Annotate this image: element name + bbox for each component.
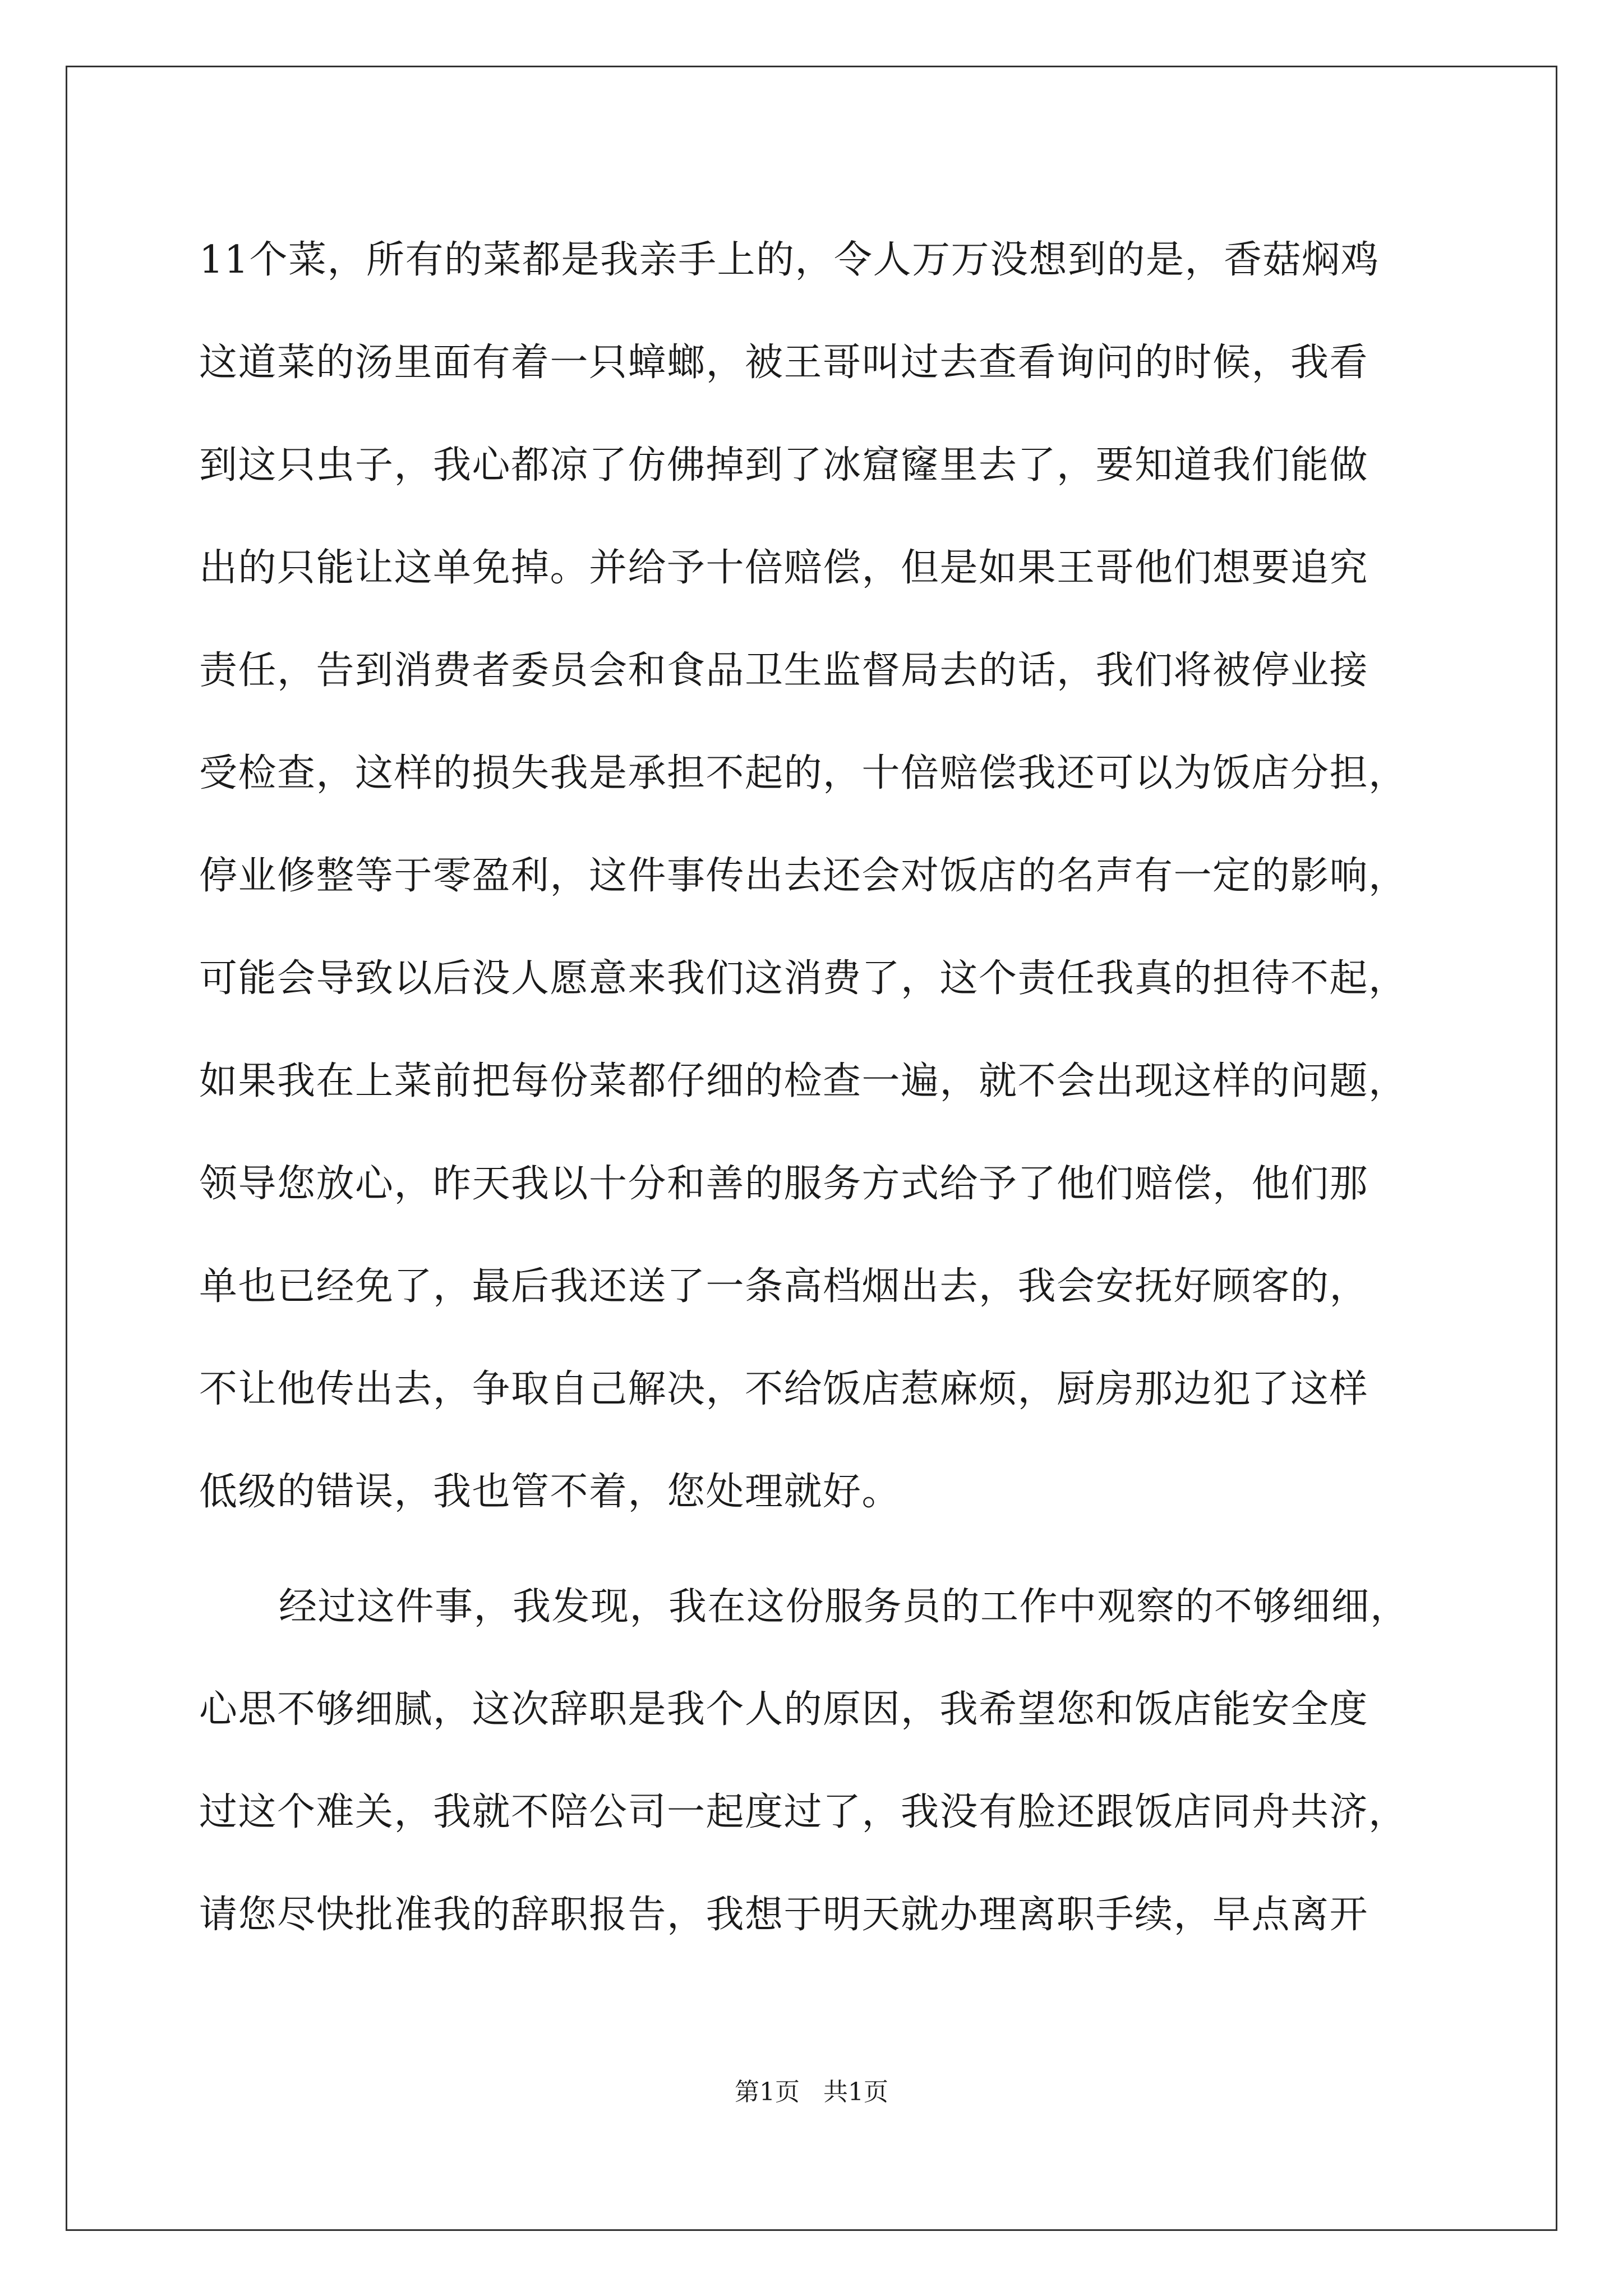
page-footer [0,2076,1623,2109]
text-line: 如果我在上菜前把每份菜都仔细的检查一遍，就不会出现这样的问题， [199,1059,1408,1103]
text-line: 停业修整等于零盈利，这件事传出去还会对饭店的名声有一定的影响， [199,854,1408,898]
text-line: 过这个难关，我就不陪公司一起度过了，我没有脸还跟饭店同舟共济， [199,1790,1408,1834]
text-line: 这道菜的汤里面有着一只蟑螂，被王哥叫过去查看询问的时候，我看 [199,341,1369,385]
text-line: 低级的错误，我也管不着，您处理就好。 [199,1470,901,1514]
text-line: 请您尽快批准我的辞职报告，我想于明天就办理离职手续，早点离开 [199,1893,1369,1937]
document-body [199,209,1438,1966]
text-line: 11个菜，所有的菜都是我亲手上的，令人万万没想到的是，香菇焖鸡 [199,238,1380,282]
page-number-current: 第1页 [735,2078,800,2106]
text-line: 单也已经免了，最后我还送了一条高档烟出去，我会安抚好顾客的， [199,1264,1369,1309]
text-line: 不让他传出去，争取自己解决，不给饭店惹麻烦，厨房那边犯了这样 [199,1367,1369,1411]
text-line: 心思不够细腻，这次辞职是我个人的原因，我希望您和饭店能安全度 [199,1687,1369,1732]
text-line: 可能会导致以后没人愿意来我们这消费了，这个责任我真的担待不起， [199,956,1408,1001]
page-number-total: 共1页 [823,2078,888,2106]
text-line: 领导您放心，昨天我以十分和善的服务方式给予了他们赔偿，他们那 [199,1162,1369,1206]
text-line: 到这只虫子，我心都凉了仿佛掉到了冰窟窿里去了，要知道我们能做 [199,443,1369,487]
paragraph-start-line: 经过这件事，我发现，我在这份服务员的工作中观察的不够细细， [279,1585,1409,1629]
text-line: 责任，告到消费者委员会和食品卫生监督局去的话，我们将被停业接 [199,648,1369,693]
text-line: 受检查，这样的损失我是承担不起的，十倍赔偿我还可以为饭店分担， [199,751,1408,795]
text-line: 出的只能让这单免掉。并给予十倍赔偿，但是如果王哥他们想要追究 [199,546,1369,590]
